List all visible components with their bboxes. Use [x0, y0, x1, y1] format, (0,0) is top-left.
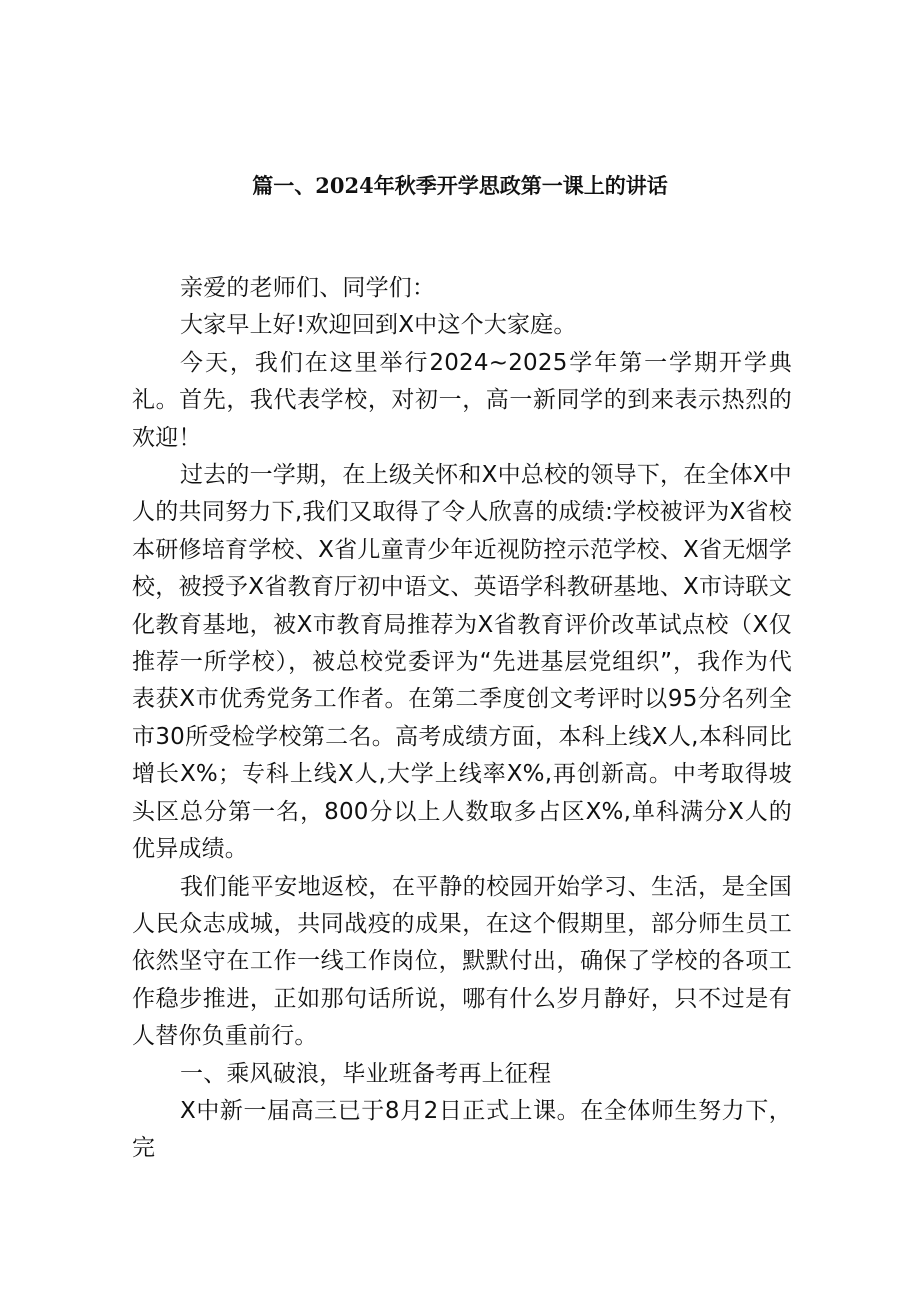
gratitude-paragraph: 我们能平安地返校，在平静的校园开始学习、生活，是全国人民众志成城，共同战疫的成果，在这个假期里，部分师生员工依然坚守在工作一线工作岗位，默默付出，确保了学校的各项工作稳步推进，正如那句话所说，哪有什么岁月静好，只不过是有人替你负重前行。 [132, 873, 792, 1050]
document-title: 篇一、2024年秋季开学思政第一课上的讲话 [252, 173, 668, 198]
greeting-paragraph: 大家早上好!欢迎回到X中这个大家庭。 [180, 312, 577, 339]
salutation-paragraph: 亲爱的老师们、同学们： [180, 275, 436, 301]
opening-paragraph: 今天，我们在这里举行2024~2025学年第一学期开学典礼。首先，我代表学校，对初一，高一新同学的到来表示热烈的欢迎！ [132, 349, 792, 451]
document-body [132, 270, 792, 1168]
achievements-paragraph: 过去的一学期，在上级关怀和X中总校的领导下，在全体X中人的共同努力下,我们又取得了令人欣喜的成绩:学校被评为X省校本研修培育学校、X省儿童青少年近视防控示范学校、X省无烟学校，被授予X省教育厅初中语文、英语学科教研基地、X市诗联文化教育基地，被X市教育局推荐为X省教育评价改革试点校（X仅推荐一所学校），被总校党委评为“先进基层党组织”，我作为代表获X市优秀党务工作者。在第二季度创文考评时以95分名列全市30所受检学校第二名。高考成绩方面，本科上线X人,本科同比增长X%；专科上线X人,大学上线率X%,再创新高。中考取得坡头区总分第一名，800分以上人数取多占区X%,单科满分X人的优异成绩。 [132, 462, 792, 863]
section-paragraph: X中新一届高三已于8月2日正式上课。在全体师生努力下，完 [132, 1097, 792, 1162]
section-heading: 一、乘风破浪，毕业班备考再上征程 [180, 1060, 552, 1087]
